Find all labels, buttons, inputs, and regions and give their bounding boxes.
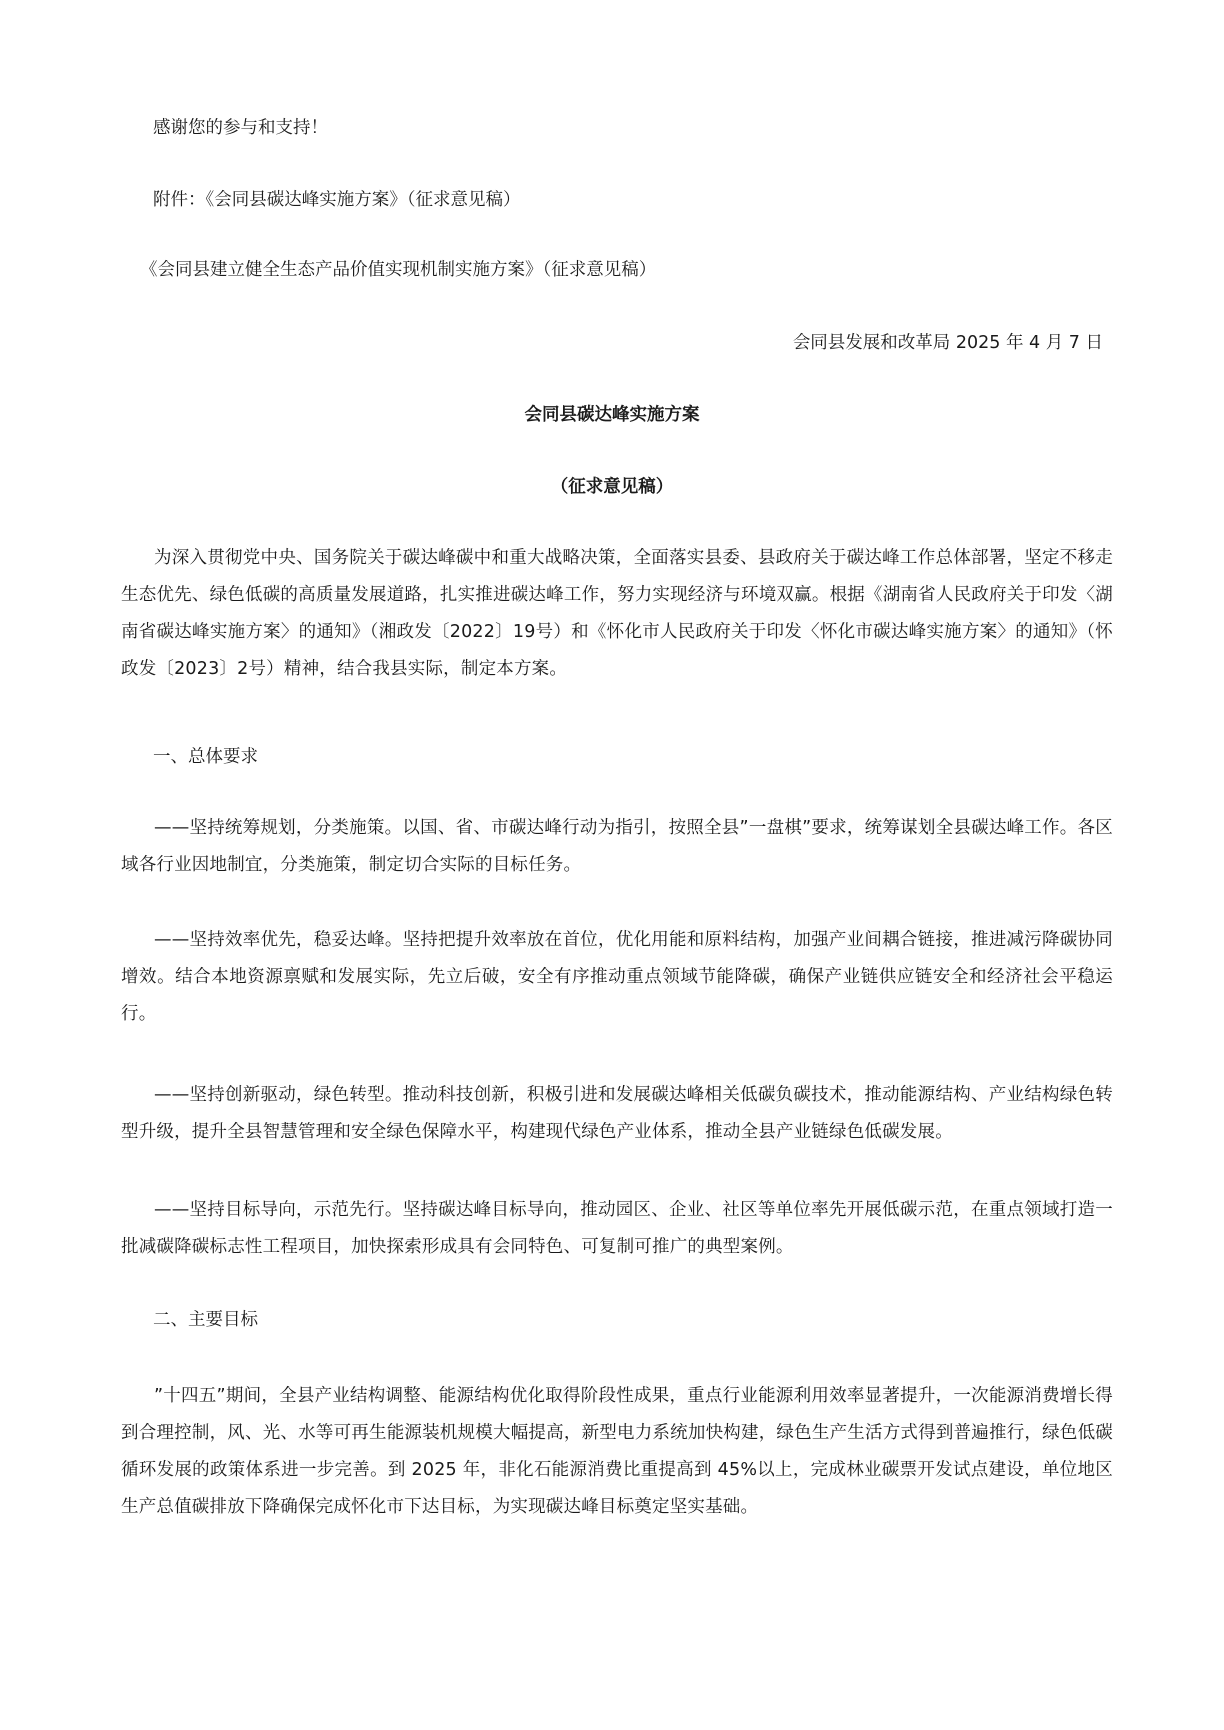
principle-paragraph: ——坚持目标导向，示范先行。坚持碳达峰目标导向，推动园区、企业、社区等单位率先开展低碳示范，在重点领域打造一批减碳降碳标志性工程项目，加快探索形成具有会同特色、可复制可推广的典型案例。	[121, 1200, 1113, 1257]
principle-paragraph: ——坚持效率优先，稳妥达峰。坚持把提升效率放在首位，优化用能和原料结构，加强产业间耦合链接，推进减污降碳协同增效。结合本地资源禀赋和发展实际，先立后破，安全有序推动重点领域节能降碳，确保产业链供应链安全和经济社会平稳运行。	[121, 930, 1113, 1024]
principle-paragraph: ——坚持统筹规划，分类施策。以国、省、市碳达峰行动为指引，按照全县”一盘棋”要求，统筹谋划全县碳达峰工作。各区域各行业因地制宜，分类施策，制定切合实际的目标任务。	[121, 818, 1113, 875]
intro-paragraph: 为深入贯彻党中央、国务院关于碳达峰碳中和重大战略决策，全面落实县委、县政府关于碳达峰工作总体部署，坚定不移走生态优先、绿色低碳的高质量发展道路，扎实推进碳达峰工作，努力实现经济与环境双赢。根据《湖南省人民政府关于印发〈湖南省碳达峰实施方案〉的通知》（湘政发〔2022〕19号）和《怀化市人民政府关于印发〈怀化市碳达峰实施方案〉的通知》（怀政发〔2023〕2号）精神，结合我县实际，制定本方案。	[121, 548, 1113, 679]
section-heading: 二、主要目标	[153, 1310, 258, 1330]
attachment-line-1: 附件：《会同县碳达峰实施方案》（征求意见稿）	[153, 190, 521, 210]
section-heading: 一、总体要求	[153, 747, 258, 767]
principle-paragraph: ——坚持创新驱动，绿色转型。推动科技创新，积极引进和发展碳达峰相关低碳负碳技术，推动能源结构、产业结构绿色转型升级，提升全县智慧管理和安全绿色保障水平，构建现代绿色产业体系，推动全县产业链绿色低碳发展。	[121, 1085, 1113, 1142]
goals-paragraph: ”十四五”期间，全县产业结构调整、能源结构优化取得阶段性成果，重点行业能源利用效率显著提升，一次能源消费增长得到合理控制，风、光、水等可再生能源装机规模大幅提高，新型电力系统加快构建，绿色生产生活方式得到普遍推行，绿色低碳循环发展的政策体系进一步完善。到 2025 年，非化石能源消费比重提高到 45%以上，完成林业碳票开发试点建设，单位地区生产总值碳排放下降确保完成怀化市下达目标，为实现碳达峰目标奠定坚实基础。	[121, 1386, 1113, 1517]
attachment-line-2: 《会同县建立健全生态产品价值实现机制实施方案》（征求意见稿）	[140, 260, 657, 280]
document-title: 会同县碳达峰实施方案	[524, 405, 700, 425]
thanks-text: 感谢您的参与和支持！	[153, 118, 328, 138]
document-subtitle: （征求意见稿）	[550, 477, 674, 497]
signature-date: 会同县发展和改革局 2025 年 4 月 7 日	[792, 333, 1103, 353]
